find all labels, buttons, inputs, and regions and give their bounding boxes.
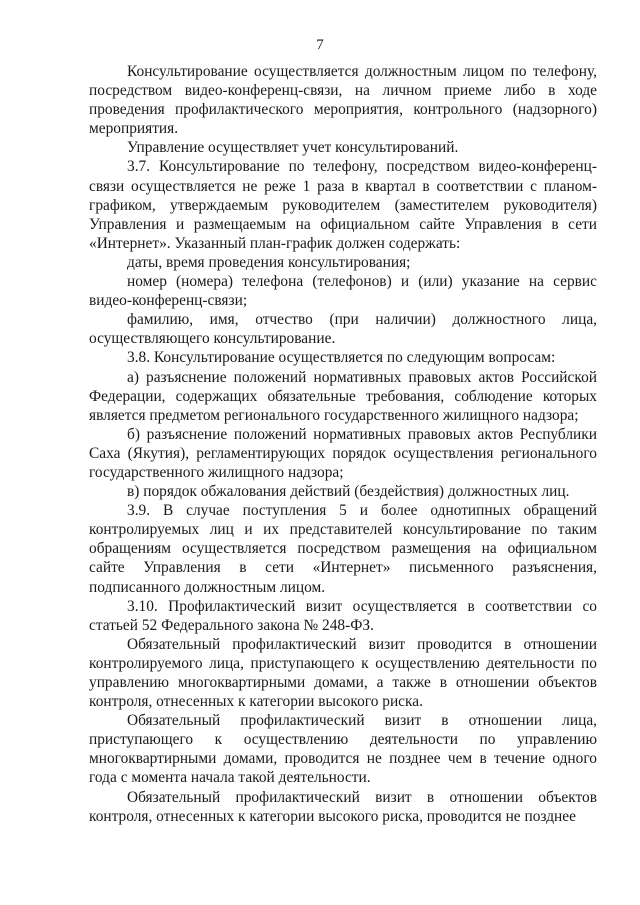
paragraph: Управление осуществляет учет консультирований.: [127, 139, 459, 157]
paragraph: 3.10. Профилактический визит осуществляется в соответствии со статьей 52 Федерального закона № 248-ФЗ.: [89, 597, 597, 634]
document-body: [89, 62, 597, 826]
paragraph: даты, время проведения консультирования;: [127, 253, 411, 271]
paragraph: Консультирование осуществляется должностным лицом по телефону, посредством видео-конференц-связи, на личном приеме либо в ходе проведения профилактического мероприятия, контрольного (надзорного) мероприятия.: [89, 63, 597, 138]
paragraph: 3.7. Консультирование по телефону, посредством видео-конференц-связи осуществляется не реже 1 раза в квартал в соответствии с планом-графиком, утверждаемым руководителем (заместителем руководителя) Управления и размещаемым на официальном сайте Управления в сети «Интернет». Указанный план-график должен содержать:: [89, 158, 597, 252]
paragraph: Обязательный профилактический визит в отношении лица, приступающего к осуществлению деятельности по управлению многоквартирными домами, проводится не позднее чем в течение одного года с момента начала такой деятельности.: [89, 712, 597, 787]
paragraph: 3.8. Консультирование осуществляется по следующим вопросам:: [127, 349, 556, 367]
paragraph: номер (номера) телефона (телефонов) и (или) указание на сервис видео-конференц-связи;: [89, 273, 597, 310]
page-number: 7: [316, 37, 324, 53]
paragraph: 3.9. В случае поступления 5 и более однотипных обращений контролируемых лиц и их представителей консультирование по таким обращениям осуществляется посредством размещения на официальном сайте Управления в сети «Интернет» письменного разъяснения, подписанного должностным лицом.: [89, 502, 597, 596]
paragraph: фамилию, имя, отчество (при наличии) должностного лица, осуществляющего консультирование.: [89, 311, 597, 348]
paragraph: в) порядок обжалования действий (бездействия) должностных лиц.: [127, 483, 570, 501]
paragraph: б) разъяснение положений нормативных правовых актов Республики Саха (Якутия), регламентирующих порядок осуществления регионального государственного жилищного надзора;: [89, 425, 597, 481]
paragraph: а) разъяснение положений нормативных правовых актов Российской Федерации, содержащих обязательные требования, соблюдение которых является предметом регионального государственного жилищного надзора;: [89, 368, 597, 424]
paragraph: Обязательный профилактический визит проводится в отношении контролируемого лица, приступающего к осуществлению деятельности по управлению многоквартирными домами, а также в отношении объектов контроля, отнесенных к категории высокого риска.: [89, 635, 597, 711]
paragraph: Обязательный профилактический визит в отношении объектов контроля, отнесенных к категории высокого риска, проводится не позднее: [89, 788, 597, 825]
